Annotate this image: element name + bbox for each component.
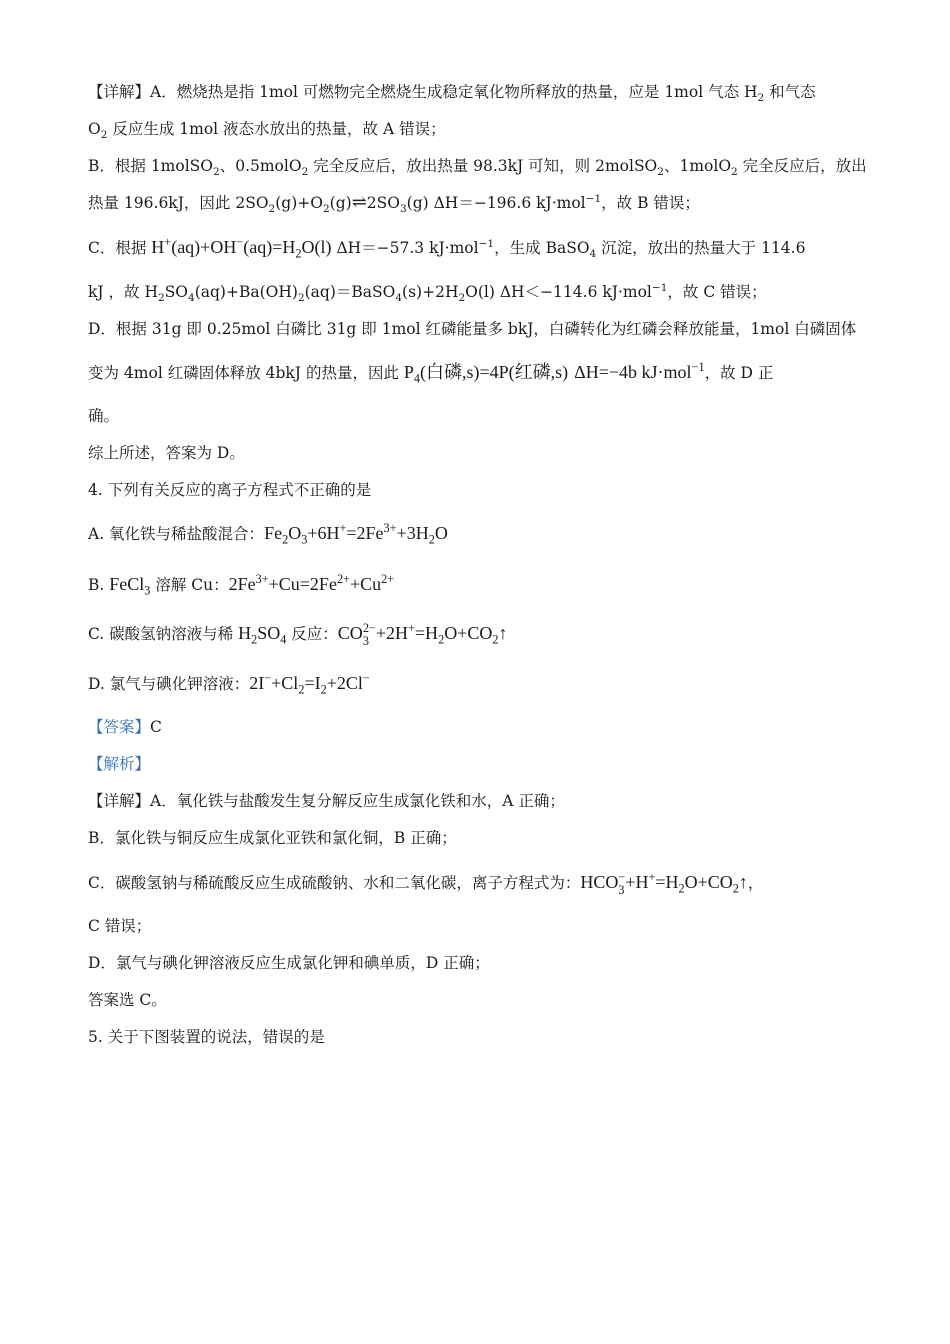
- q4-option-b-equation: $2Fe^{3+}+Cu=2Fe^{2+}+Cu^{2+}$: [228, 572, 395, 594]
- q4-option-d: D. 氯气与碘化钾溶液：$2I^-+Cl_2=I_2+2Cl^-$: [88, 671, 370, 697]
- q4-option-a-equation: $Fe_2O_3+6H^+=2Fe^{3+}+3H_2O$: [264, 521, 448, 547]
- q5-stem: 5. 关于下图装置的说法，错误的是: [88, 1028, 325, 1046]
- q4-detail-a: 【详解】A．氧化铁与盐酸发生复分解反应生成氯化铁和水，A 正确；: [88, 792, 565, 810]
- q3-detail-b-line1: B．根据 1molSO$_2$、0.5molO$_2$ 完全反应后，放出热量 98.3kJ 可知，则 2molSO$_2$、1molO$_2$ 完全反应后，放出: [88, 157, 867, 179]
- q4-detail-c-line2: C 错误；: [88, 917, 152, 935]
- q4-option-c: C. 碳酸氢钠溶液与稀 $H_2SO_4$ 反应：CO 2− 3 $+2H^+=H_2O+CO_2↑$: [88, 621, 508, 648]
- q3-detail-a-line2: $O_2$ 反应生成 1mol 液态水放出的热量，故 A 错误；: [88, 120, 446, 142]
- phosphorus-equation: $P_4$(白磷,s)=4P(红磷,s) ΔH=−4b kJ·mol$^{-1}$: [403, 360, 705, 386]
- q4-option-a: A. 氧化铁与稀盐酸混合：$Fe_2O_3+6H^+=2Fe^{3+}+3H_2O$: [88, 521, 448, 547]
- q3-detail-d-line3: 确。: [88, 407, 120, 425]
- q3-detail-c-line1: C．根据 $H^+(aq)+OH^-(aq)=H_2O(l)$ ΔH＝−57.3 kJ·mol$^{-1}$，生成 BaSO$_4$ 沉淀，放出的热量大于 114.6: [88, 235, 806, 261]
- q3-detail-c-line2: kJ ，故 $H_2SO_4(aq)+Ba(OH)_2(aq)=BaSO_4(s)+2H_2O(l)$ ΔH＜−114.6 kJ·mol$^{-1}$，故 C 错误；: [88, 281, 767, 305]
- q3-detail-d-line2: 变为 4mol 红磷固体释放 4bkJ 的热量，因此 $P_4$(白磷,s)=4P(红磷,s) ΔH=−4b kJ·mol$^{-1}$，故 D 正: [88, 360, 774, 386]
- q4-conclusion: 答案选 C。: [88, 991, 167, 1009]
- q4-option-d-equation: $2I^-+Cl_2=I_2+2Cl^-$: [249, 671, 370, 697]
- q4-analysis-tag: 【解析】: [88, 755, 151, 773]
- q3-summary: 综上所述，答案为 D。: [88, 444, 245, 462]
- q4-detail-c-line1: C．碳酸氢钠与稀硫酸反应生成硫酸钠、水和二氧化碳，离子方程式为：HCO − 3 $+H^+=H_2O+CO_2↑$，: [88, 870, 764, 897]
- gas-arrow-icon: ↑: [738, 872, 748, 892]
- q3-detail-d-line1: D．根据 31g 即 0.25mol 白磷比 31g 即 1mol 红磷能量多 bkJ，白磷转化为红磷会释放能量，1mol 白磷固体: [88, 320, 857, 338]
- gas-arrow-icon: ↑: [498, 623, 508, 643]
- answer-tag: 【答案】: [88, 718, 151, 736]
- neutralization-equation: $H^+(aq)+OH^-(aq)=H_2O(l)$: [151, 235, 332, 261]
- equilibrium-arrow-icon: ⇌: [351, 192, 367, 213]
- q3-detail-b-line2: 热量 196.6kJ，因此 $2SO_2(g)+O_2(g)\rightleftharpoons 2SO_3(g)$ ΔH＝−196.6 kJ·mol$^{-1}$，故 B 错误；: [88, 192, 700, 216]
- q4-option-c-equation: CO 2− 3 $+2H^+=H_2O+CO_2↑$: [337, 621, 508, 648]
- q4-answer: [88, 716, 868, 738]
- q4-option-b: B. FeCl$_3$ 溶解 Cu：$2Fe^{3+}+Cu=2Fe^{2+}+Cu^{2+}$: [88, 572, 395, 598]
- q4-stem: 4. 下列有关反应的离子方程式不正确的是: [88, 481, 372, 499]
- q4-detail-d: D．氯气与碘化钾溶液反应生成氯化钾和碘单质，D 正确；: [88, 954, 490, 972]
- q3-detail-a-line1: 【详解】A．燃烧热是指 1mol 可燃物完全燃烧生成稳定氧化物所释放的热量，应是 1mol 气态 $H_2$ 和气态: [88, 83, 816, 105]
- bicarbonate-equation: HCO − 3 $+H^+=H_2O+CO_2↑$: [580, 870, 748, 897]
- q4-detail-b: B．氯化铁与铜反应生成氯化亚铁和氯化铜，B 正确；: [88, 829, 457, 847]
- answer-value: C: [150, 718, 162, 736]
